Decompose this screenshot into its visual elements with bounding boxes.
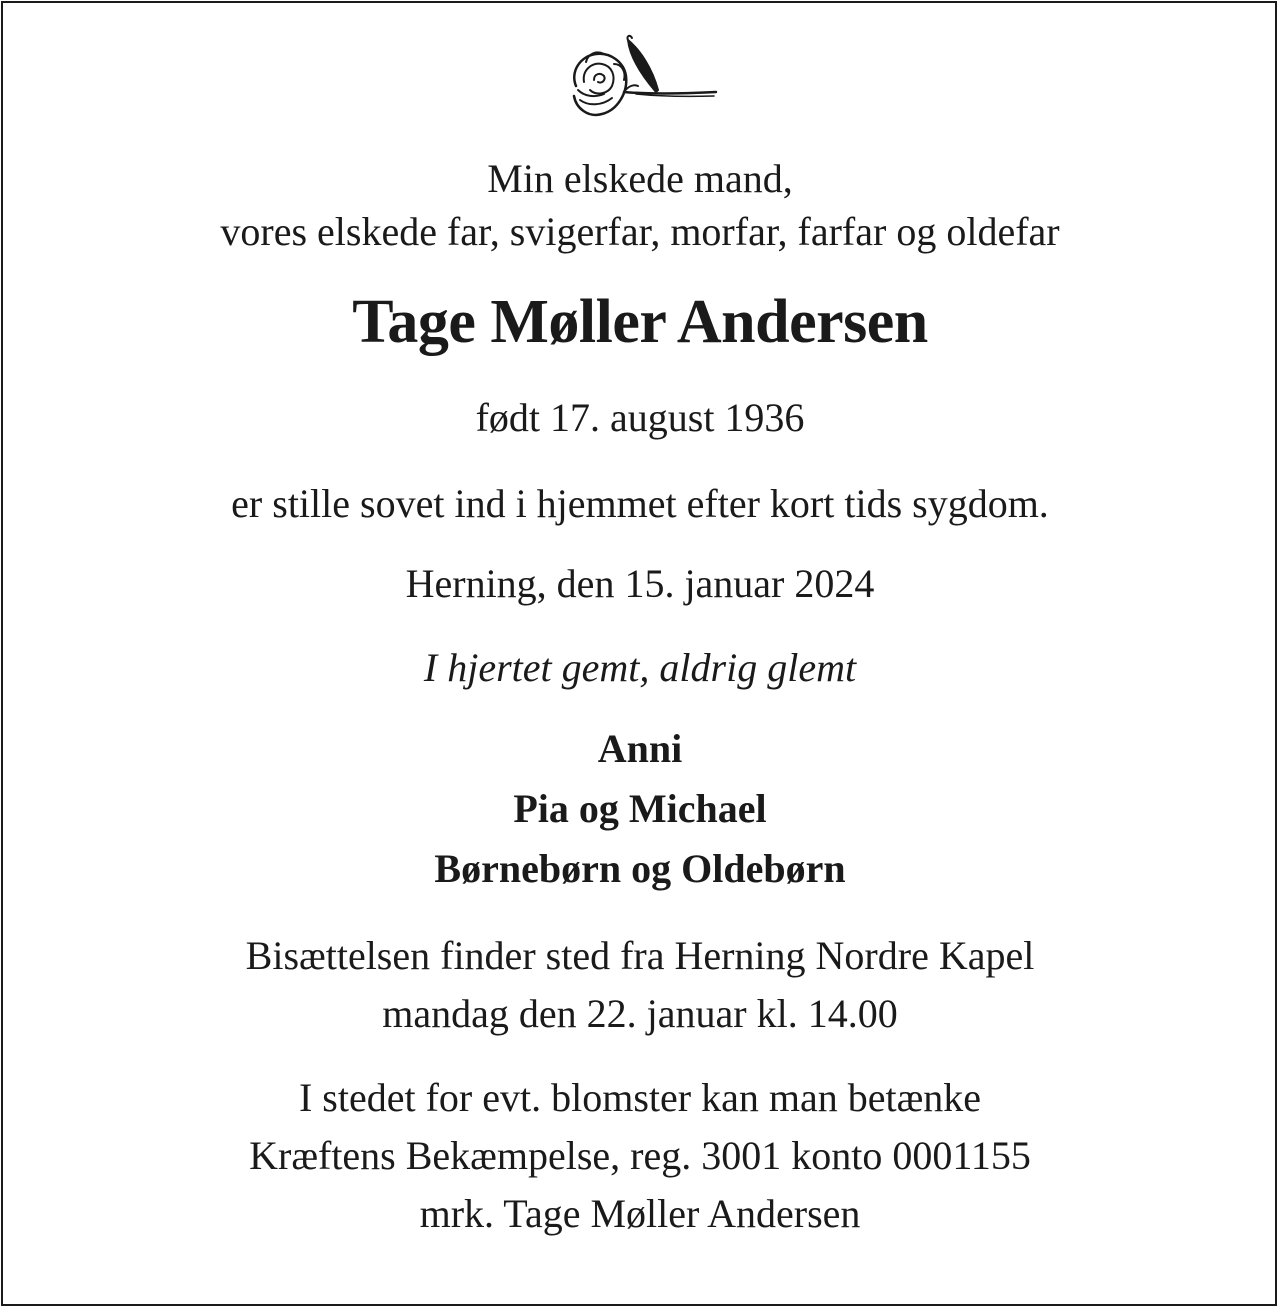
passing-text: er stille sovet ind i hjemmet efter kort tids sygdom.: [231, 481, 1049, 526]
intro-line-2: vores elskede far, svigerfar, morfar, farfar og oldefar: [220, 209, 1060, 254]
donation-line-1: I stedet for evt. blomster kan man betænke: [298, 1075, 982, 1120]
birth-date: født 17. august 1936: [475, 395, 805, 440]
deceased-name: Tage Møller Andersen: [352, 288, 928, 356]
signatory-1: Anni: [597, 726, 683, 771]
donation-line-2: Kræftens Bekæmpelse, reg. 3001 konto 0001155: [249, 1133, 1031, 1178]
donation-line-3: mrk. Tage Møller Andersen: [419, 1191, 861, 1236]
intro-line-1: Min elskede mand,: [487, 156, 793, 201]
motto: I hjertet gemt, aldrig glemt: [423, 645, 857, 690]
signatory-2: Pia og Michael: [513, 786, 767, 831]
rose-icon: [566, 34, 720, 128]
funeral-time: mandag den 22. januar kl. 14.00: [382, 991, 898, 1036]
place-and-date: Herning, den 15. januar 2024: [405, 561, 875, 606]
funeral-location: Bisættelsen finder sted fra Herning Nordre Kapel: [245, 933, 1035, 978]
signatory-3: Børnebørn og Oldebørn: [434, 846, 846, 891]
